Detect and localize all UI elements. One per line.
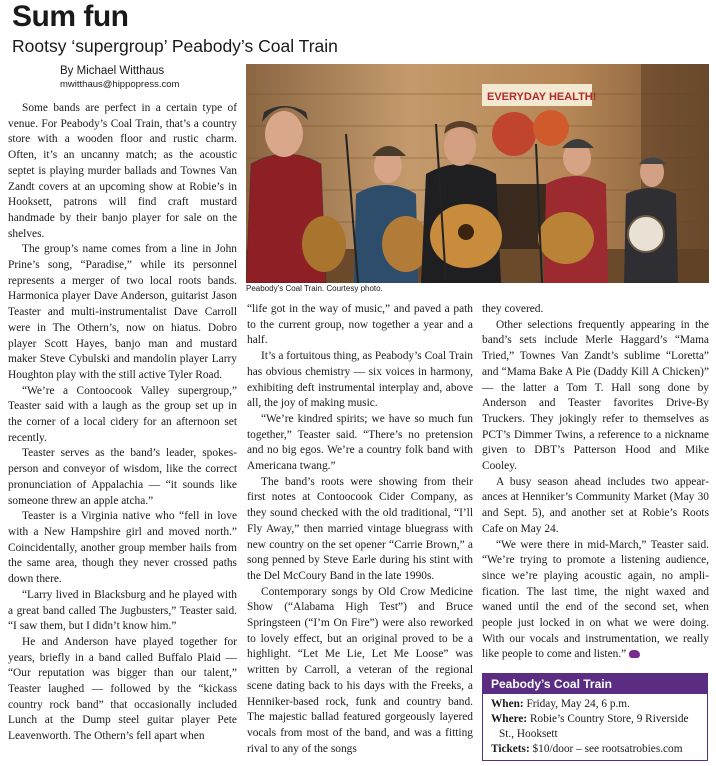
byline	[60, 64, 235, 91]
tickets-label: Tickets:	[491, 743, 530, 755]
paragraph: Teaster serves as the band’s leader, spokesperson and conveyor of wisdom, like the correct pronunciation of Appalachia — “it sounds like someone threw an apple atcha.”	[8, 447, 237, 507]
author-email: mwitthaus@hippopress.com	[60, 79, 180, 90]
event-info-title: Peabody’s Coal Train	[483, 674, 707, 694]
photo-caption: Peabody’s Coal Train. Courtesy photo.	[246, 284, 383, 293]
paragraph: Other selections frequently appearing in the band’s sets include Merle Haggard’s “Mama Tried,” Townes Van Zandt’s sublime “Loretta” and “Mama Bake A Pie (Daddy Kill A Chicken)” — the latter a Tom T. Hall song done by Anderson and Teaster favorites Drive-By Truckers. They jokingly refer to themselves as PCT’s Dimmer Twins, a reference to a nickname given to DBT’s Patterson Hood and Mike Cooley.	[482, 318, 709, 473]
paragraph: It’s a fortuitous thing, as Peabody’s Coal Train has obvious chemistry — six voices in harmony, exhibiting deft instrumental interplay and, above all, the joy of making music.	[247, 350, 473, 410]
paragraph: Teaster is a Virginia native who “fell in love with a New Hampshire girl and moved north.” Coincidentally, another group member hails from the same area, though they never crossed paths down there.	[8, 510, 237, 586]
end-mark-icon	[629, 650, 640, 658]
paragraph: Contemporary songs by Old Crow Medicine Show (“Alabama High Test”) and Bruce Springsteen (“I’m On Fire”) were also reworked to lovely effect, but an original proved to be a highlight. “Let Me Lie, Let Me Loose” was written by Carroll, a veteran of the regional scene dating back to his days with the Freeks, a Henniker-based rock, funk and country band. The majestic ballad featured gorgeously layered vocals from most of the band, and was a fitting rival to any of the songs	[247, 585, 473, 755]
when-label: When:	[491, 698, 524, 710]
paragraph: “We’re kindred spirits; we have so much fun together,” Teaster said. “There’s no pretension and no big egos. We’re a country folk band with Americana twang.”	[247, 412, 473, 473]
paragraph: The band’s roots were showing from their first notes at Contoocook Cider Company, as they sound checked with the old traditional, “I’ll Fly Away,” then married vintage bluegrass with new country on the set opener “Carrie Brown,” a song penned by Steve Earle during his stint with the Del McCoury Band in the late 1990s.	[247, 475, 473, 582]
paragraph-text: “We were there in mid-March,” Teaster said. “We’re trying to promote a listening audience, since we’re playing acoustic again, no amplification. The last time, the night waxed and waned until the end of the second set, when people just locked in on what we were doing. With our vocals and instrumentation, we really like people to come and listen.”	[482, 538, 709, 661]
event-tickets	[491, 742, 701, 757]
paragraph	[482, 538, 709, 664]
paragraph: “We’re a Contoocook Valley supergroup,” Teaster said with a laugh as the group set up in the corner of a local cidery for an afternoon set recently.	[8, 384, 237, 444]
paragraph: “life got in the way of music,” and paved a path to the current group, now together a year and a half.	[247, 303, 473, 347]
article-column-2	[247, 302, 473, 765]
article-column-1	[8, 101, 237, 765]
article-column-3	[482, 302, 709, 670]
tickets-value: $10/door – see rootsatrobies.com	[532, 743, 683, 755]
where-label: Where:	[491, 713, 528, 725]
event-info-box	[482, 673, 708, 761]
store-sign-text: EVERYDAY HEALTH!	[487, 91, 597, 103]
paragraph: A busy season ahead includes two appearances at Henniker’s Community Market (May 30 and Sept. 5), and another set at Robie’s Roots Cafe on May 24.	[482, 475, 709, 535]
paragraph: He and Anderson have played together for years, briefly in a band called Buffalo Plaid — “Our reputation was bigger than our talent,” Teaster laughed — followed by the “kickass country rock band” that occasionally included Lunch at the Dump steel guitar player Pete Leavenworth. The Othern’s fell apart when	[8, 635, 237, 743]
when-value: Friday, May 24, 6 p.m.	[526, 698, 630, 710]
event-where	[491, 712, 701, 742]
paragraph: Some bands are perfect in a certain type of venue. For Peabody’s Coal Train, that’s a country store with a wooden floor and rustic charm. Often, it’s an uncanny match; as the acoustic septet is playing murder ballads and Townes Van Zandt covers at an upcoming show at Robie’s in Hooksett, patrons will find craft mustard handmade by their banjo player for sale on the shelves.	[8, 102, 237, 240]
author-name: By Michael Witthaus	[60, 65, 165, 77]
event-when	[491, 697, 701, 712]
paragraph: they covered.	[482, 303, 544, 315]
band-photo	[246, 64, 709, 283]
paragraph: “Larry lived in Blacksburg and he played with a great band called The Jugbusters,” Teaster said. “I saw them, but I didn’t know him.”	[8, 588, 237, 633]
headline: Sum fun	[12, 0, 129, 33]
subheadline: Rootsy ‘supergroup’ Peabody’s Coal Train	[12, 36, 338, 56]
where-value: Robie’s Country Store, 9 Riverside St., Hooksett	[499, 713, 689, 740]
paragraph: The group’s name comes from a line in John Prine’s song, “Paradise,” while its personnel represents a merger of two local roots bands. Harmonica player Dave Anderson, guitarist Jason Teaster and multi-instrumentalist Dave Carroll were in The Othern’s, now on hiatus. Dobro player Scott Hayes, banjo man and mustard maker Steve Cybulski and mandolin player Larry Houghton play with the still active Tyler Road.	[8, 243, 237, 381]
